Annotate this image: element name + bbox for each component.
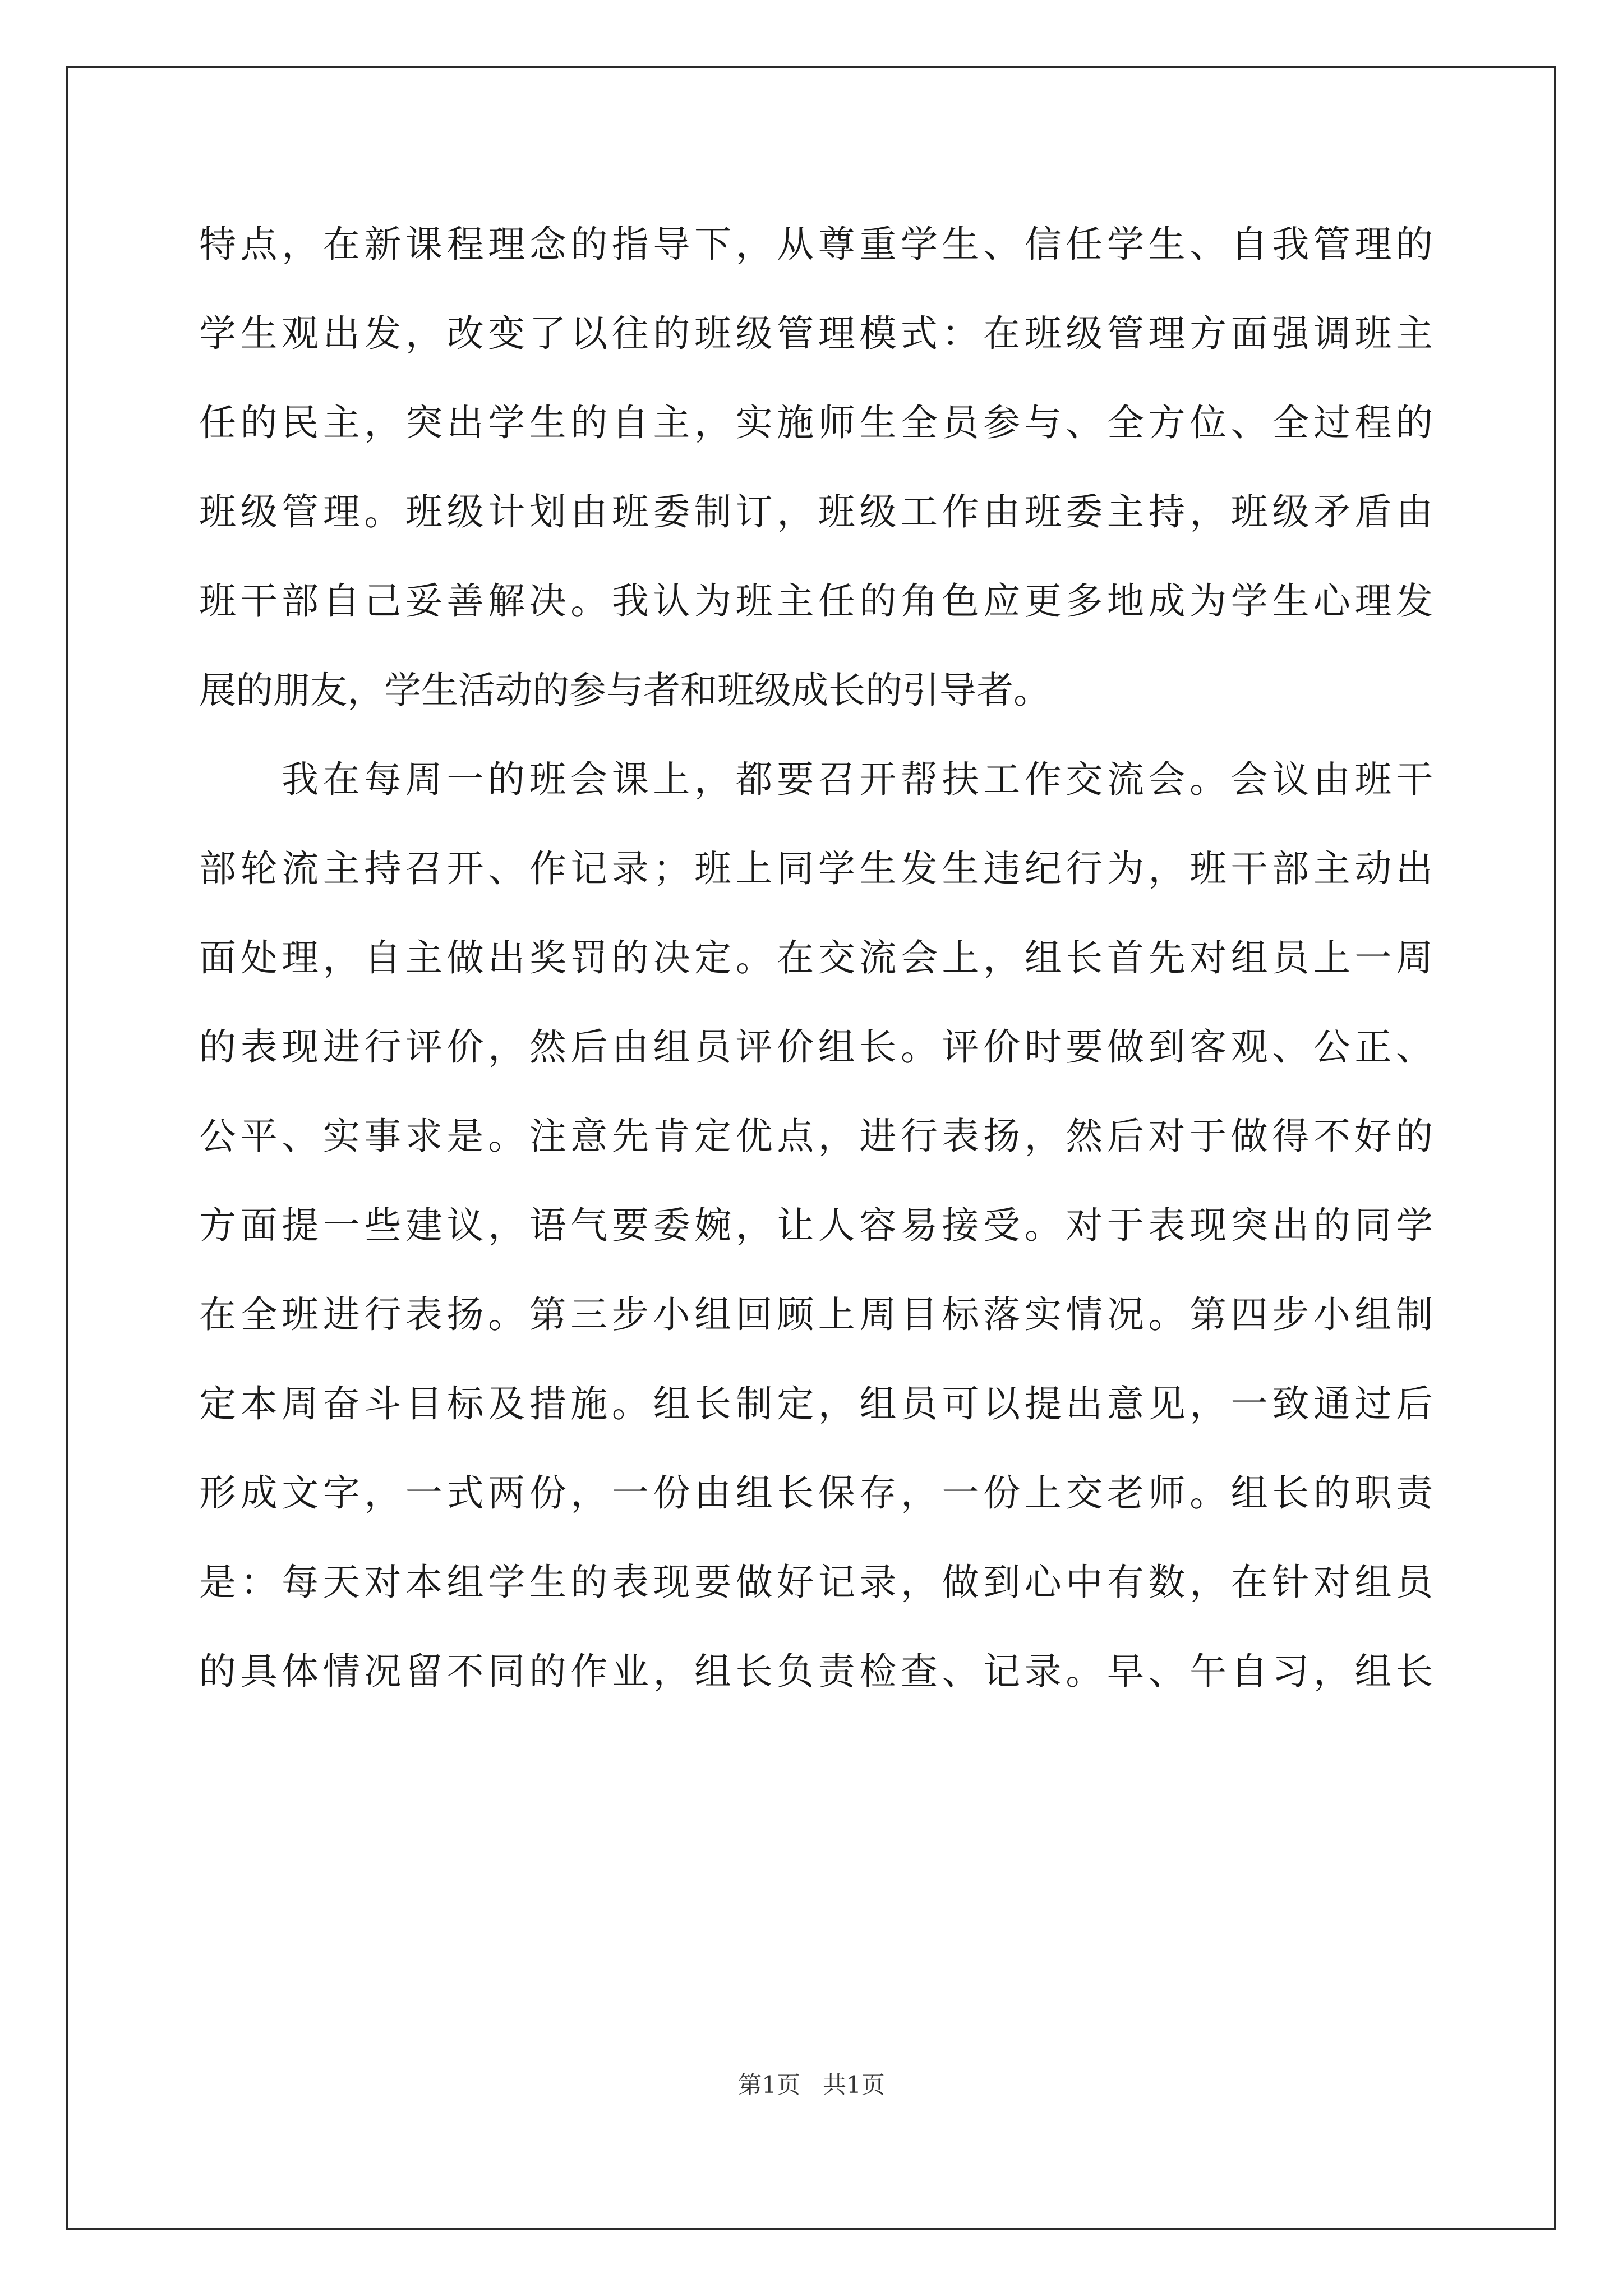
text-line: 面处理，自主做出奖罚的决定。在交流会上，组长首先对组员上一周 (199, 936, 1433, 979)
text-line: 的表现进行评价，然后由组员评价组长。评价时要做到客观、公正、 (199, 1025, 1433, 1069)
page-total: 共1页 (823, 2071, 885, 2099)
text-line: 学生观出发，改变了以往的班级管理模式：在班级管理方面强调班主 (199, 312, 1433, 355)
text-line: 任的民主，突出学生的自主，实施师生全员参与、全方位、全过程的 (199, 401, 1433, 444)
page-footer (0, 2068, 1623, 2102)
document-body (199, 200, 1433, 1716)
text-line: 班级管理。班级计划由班委制订，班级工作由班委主持，班级矛盾由 (199, 490, 1433, 533)
text-line: 定本周奋斗目标及措施。组长制定，组员可以提出意见，一致通过后 (199, 1382, 1433, 1425)
text-line: 班干部自己妥善解决。我认为班主任的角色应更多地成为学生心理发 (199, 579, 1433, 623)
text-line: 我在每周一的班会课上，都要召开帮扶工作交流会。会议由班干 (282, 758, 1433, 801)
text-line: 是：每天对本组学生的表现要做好记录，做到心中有数，在针对组员 (199, 1561, 1433, 1604)
text-line: 形成文字，一式两份，一份由组长保存，一份上交老师。组长的职责 (199, 1471, 1433, 1515)
text-line: 方面提一些建议，语气要委婉，让人容易接受。对于表现突出的同学 (199, 1204, 1433, 1247)
page-number: 第1页 (738, 2071, 800, 2099)
text-line: 的具体情况留不同的作业，组长负责检查、记录。早、午自习，组长 (199, 1650, 1433, 1693)
text-line: 在全班进行表扬。第三步小组回顾上周目标落实情况。第四步小组制 (199, 1293, 1433, 1336)
text-line: 公平、实事求是。注意先肯定优点，进行表扬，然后对于做得不好的 (199, 1115, 1433, 1158)
text-line: 特点，在新课程理念的指导下，从尊重学生、信任学生、自我管理的 (199, 223, 1433, 266)
text-line: 展的朋友，学生活动的参与者和班级成长的引导者。 (199, 669, 1050, 712)
text-line: 部轮流主持召开、作记录；班上同学生发生违纪行为，班干部主动出 (199, 847, 1433, 890)
